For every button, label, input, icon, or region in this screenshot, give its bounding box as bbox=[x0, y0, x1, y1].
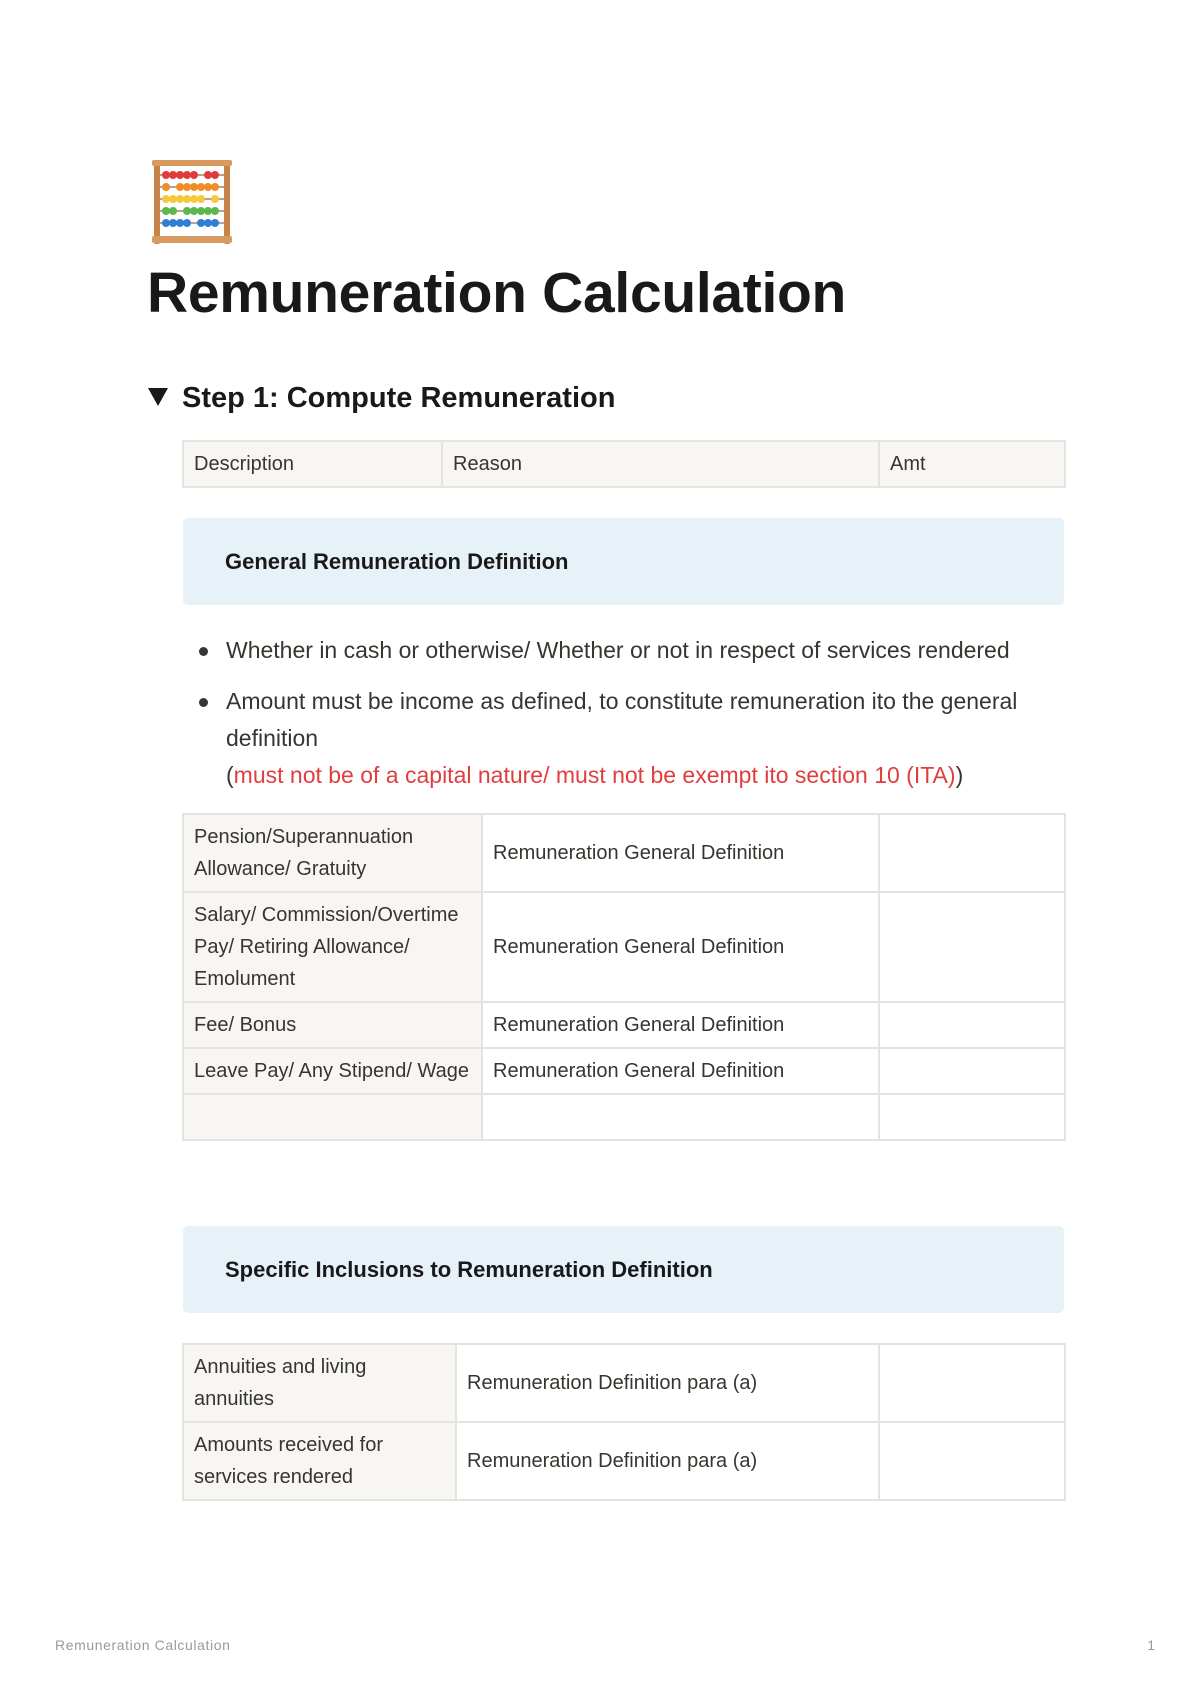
triangle-down-icon[interactable] bbox=[147, 382, 182, 415]
table-row bbox=[183, 1048, 1065, 1094]
description-cell[interactable]: Fee/ Bonus bbox=[183, 1002, 482, 1048]
table-row bbox=[183, 1344, 1065, 1422]
list-item-text: Amount must be income as defined, to constitute remuneration ito the general definition bbox=[226, 688, 1018, 751]
table-row bbox=[183, 814, 1065, 892]
paren-close: ) bbox=[955, 762, 964, 788]
callout-general-definition bbox=[183, 518, 1064, 605]
toggle-heading-label: Step 1: Compute Remuneration bbox=[182, 382, 616, 414]
table-row bbox=[183, 892, 1065, 1002]
list-item bbox=[195, 632, 1075, 669]
amt-cell[interactable] bbox=[879, 1422, 1065, 1500]
amt-cell[interactable] bbox=[879, 814, 1065, 892]
header-cell-reason: Reason bbox=[442, 441, 879, 487]
reason-cell[interactable] bbox=[482, 1094, 879, 1140]
header-cell-amt: Amt bbox=[879, 441, 1065, 487]
bullet-icon bbox=[199, 698, 208, 707]
list-item-text: Whether in cash or otherwise/ Whether or not in respect of services rendered bbox=[226, 637, 1010, 663]
table-row bbox=[183, 1002, 1065, 1048]
list-item bbox=[195, 683, 1075, 794]
amt-cell[interactable] bbox=[879, 1048, 1065, 1094]
reason-cell[interactable]: Remuneration General Definition bbox=[482, 814, 879, 892]
table-row bbox=[183, 1422, 1065, 1500]
reason-cell[interactable]: Remuneration Definition para (a) bbox=[456, 1344, 879, 1422]
amt-cell[interactable] bbox=[879, 1344, 1065, 1422]
reason-cell[interactable]: Remuneration General Definition bbox=[482, 1002, 879, 1048]
footer-doc-title: Remuneration Calculation bbox=[55, 1637, 231, 1653]
specific-inclusions-table bbox=[182, 1343, 1066, 1501]
callout-text: General Remuneration Definition bbox=[225, 548, 569, 574]
reason-cell[interactable]: Remuneration General Definition bbox=[482, 1048, 879, 1094]
callout-text: Specific Inclusions to Remuneration Definition bbox=[225, 1256, 713, 1282]
toggle-heading-step-1[interactable] bbox=[147, 382, 615, 415]
bulleted-list bbox=[195, 632, 1075, 808]
description-cell[interactable]: Salary/ Commission/Overtime Pay/ Retiring Allowance/ Emolument bbox=[183, 892, 482, 1002]
header-cell-description: Description bbox=[183, 441, 442, 487]
bullet-icon bbox=[199, 647, 208, 656]
general-definition-table bbox=[182, 813, 1066, 1141]
callout-specific-inclusions bbox=[183, 1226, 1064, 1313]
table-row-empty bbox=[183, 1094, 1065, 1140]
amt-cell[interactable] bbox=[879, 1094, 1065, 1140]
description-cell[interactable]: Amounts received for services rendered bbox=[183, 1422, 456, 1500]
paren-open: ( bbox=[226, 762, 234, 788]
abacus-icon bbox=[152, 160, 232, 244]
page-title: Remuneration Calculation bbox=[147, 261, 847, 325]
description-cell[interactable]: Leave Pay/ Any Stipend/ Wage bbox=[183, 1048, 482, 1094]
reason-cell[interactable]: Remuneration Definition para (a) bbox=[456, 1422, 879, 1500]
footer-page-number: 1 bbox=[1147, 1637, 1155, 1653]
reason-cell[interactable]: Remuneration General Definition bbox=[482, 892, 879, 1002]
amt-cell[interactable] bbox=[879, 1002, 1065, 1048]
description-cell[interactable] bbox=[183, 1094, 482, 1140]
red-note: must not be of a capital nature/ must not be exempt ito section 10 (ITA) bbox=[233, 762, 956, 788]
description-cell[interactable]: Pension/Superannuation Allowance/ Gratuity bbox=[183, 814, 482, 892]
amt-cell[interactable] bbox=[879, 892, 1065, 1002]
table-header-row bbox=[183, 441, 1065, 487]
column-header-table bbox=[182, 440, 1066, 488]
description-cell[interactable]: Annuities and living annuities bbox=[183, 1344, 456, 1422]
